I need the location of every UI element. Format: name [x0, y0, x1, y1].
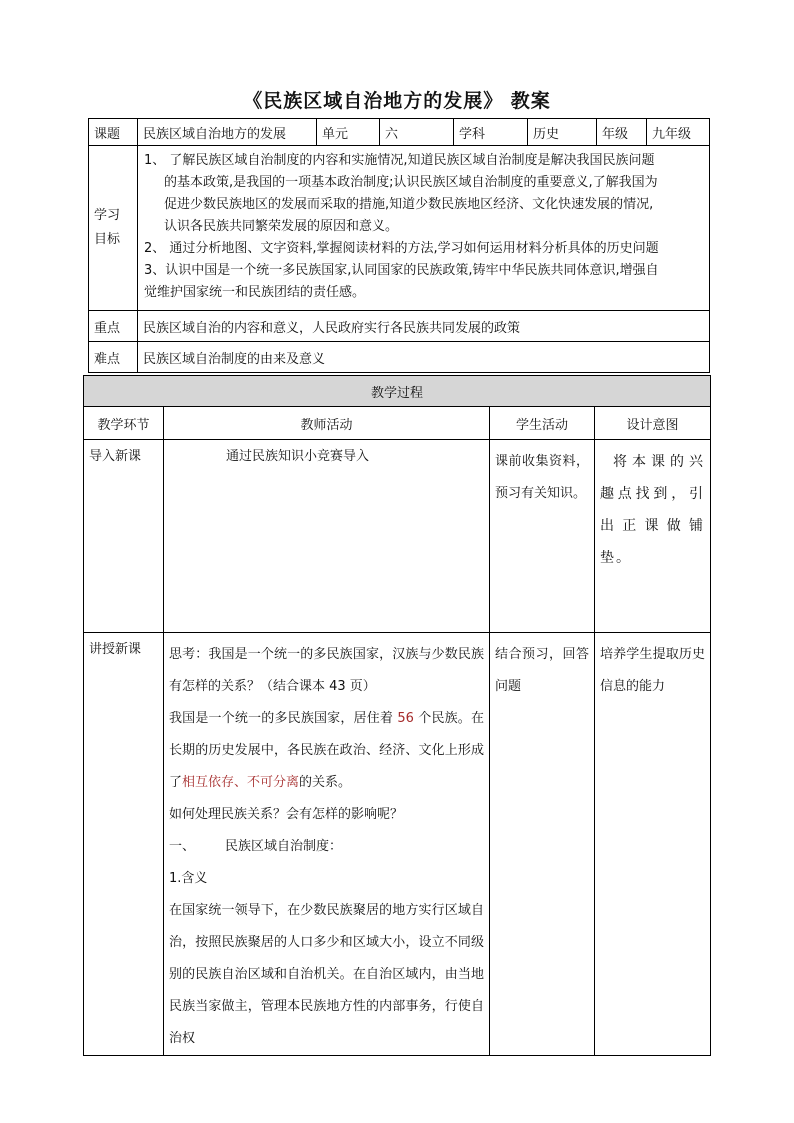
goal-line: 觉维护国家统一和民族团结的责任感。	[144, 285, 366, 300]
difficulties-value: 民族区域自治制度的由来及意义	[138, 342, 710, 373]
goals-label-line1: 学习	[94, 208, 121, 223]
lecture-row	[84, 633, 711, 1056]
unit-value: 六	[380, 119, 454, 146]
teacher-question-2: 如何处理民族关系？会有怎样的影响呢？	[169, 807, 404, 822]
intro-intent: 将本课的兴趣点找到，引出正课做铺垫。	[595, 440, 711, 633]
goals-content	[138, 146, 710, 311]
key-points-row	[89, 311, 710, 342]
goal-line: 认识各民族共同繁荣发展的原因和意义。	[164, 219, 399, 234]
difficulties-row	[89, 342, 710, 373]
text-span: 个民族。在长期的历史发展中，各民族在政治、经济、文化上形成了	[169, 711, 484, 790]
goals-label	[89, 146, 138, 311]
intro-row	[84, 440, 711, 633]
info-table	[88, 118, 710, 373]
lecture-student: 结合预习，回答问题	[490, 633, 595, 1056]
section-heading	[169, 831, 484, 863]
intro-student: 课前收集资料，预习有关知识。	[490, 440, 595, 633]
goal-line: 3、认识中国是一个统一多民族国家,认同国家的民族政策,铸牢中华民族共同体意识,增强自	[144, 263, 659, 278]
goal-line: 促进少数民族地区的发展而采取的措施,知道少数民族地区经济、文化快速发展的情况,	[164, 197, 654, 212]
section-title: 民族区域自治制度：	[225, 839, 343, 854]
header-teacher: 教师活动	[164, 407, 490, 440]
process-title-row	[84, 376, 711, 407]
subject-label: 学科	[454, 119, 528, 146]
intro-teacher: 通过民族知识小竞赛导入	[164, 440, 490, 633]
page-title: 《民族区域自治地方的发展》 教案	[243, 90, 551, 112]
goals-label-line2: 目标	[94, 232, 121, 247]
lecture-teacher	[164, 633, 490, 1056]
key-points-value: 民族区域自治的内容和意义，人民政府实行各民族共同发展的政策	[138, 311, 710, 342]
teacher-question: 思考：我国是一个统一的多民族国家，汉族与少数民族有怎样的关系？（结合课本 43 页）	[169, 647, 484, 694]
intro-stage: 导入新课	[84, 440, 164, 633]
text-span: 我国是一个统一的多民族国家，居住着	[169, 711, 398, 726]
highlight-phrase: 相互依存、不可分离	[182, 775, 300, 790]
info-row	[89, 119, 710, 146]
process-table	[83, 375, 711, 1056]
highlight-number: 56	[397, 711, 414, 726]
topic-label: 课题	[89, 119, 138, 146]
lecture-stage: 讲授新课	[84, 633, 164, 1056]
topic-value: 民族区域自治地方的发展	[138, 119, 317, 146]
process-header-row	[84, 407, 711, 440]
unit-label: 单元	[317, 119, 380, 146]
header-stage: 教学环节	[84, 407, 164, 440]
goal-line: 的基本政策,是我国的一项基本政治制度;认识民族区域自治制度的重要意义,了解我国为	[164, 175, 658, 190]
goal-line: 1、 了解民族区域自治制度的内容和实施情况,知道民族区域自治制度是解决我国民族问题	[144, 153, 655, 168]
key-points-label: 重点	[89, 311, 138, 342]
definition-paragraph: 在国家统一领导下，在少数民族聚居的地方实行区域自治，按照民族聚居的人口多少和区域大小，设立不同级别的民族自治区域和自治机关。在自治区域内，由当地民族当家做主，管理本民族地方性的内部事务，行使自治权	[169, 903, 484, 1046]
grade-value: 九年级	[647, 119, 710, 146]
lecture-intent: 培养学生提取历史信息的能力	[595, 633, 711, 1056]
section-number: 一、	[169, 839, 196, 854]
goal-line: 2、 通过分析地图、文字资料,掌握阅读材料的方法,学习如何运用材料分析具体的历史问题	[144, 241, 659, 256]
process-title: 教学过程	[84, 376, 711, 407]
header-intent: 设计意图	[595, 407, 711, 440]
subsection-heading: 1.含义	[169, 871, 208, 886]
goals-row	[89, 146, 710, 311]
text-span: 的关系。	[299, 775, 352, 790]
difficulties-label: 难点	[89, 342, 138, 373]
subject-value: 历史	[528, 119, 597, 146]
header-student: 学生活动	[490, 407, 595, 440]
grade-label: 年级	[597, 119, 647, 146]
teacher-paragraph	[169, 703, 484, 799]
